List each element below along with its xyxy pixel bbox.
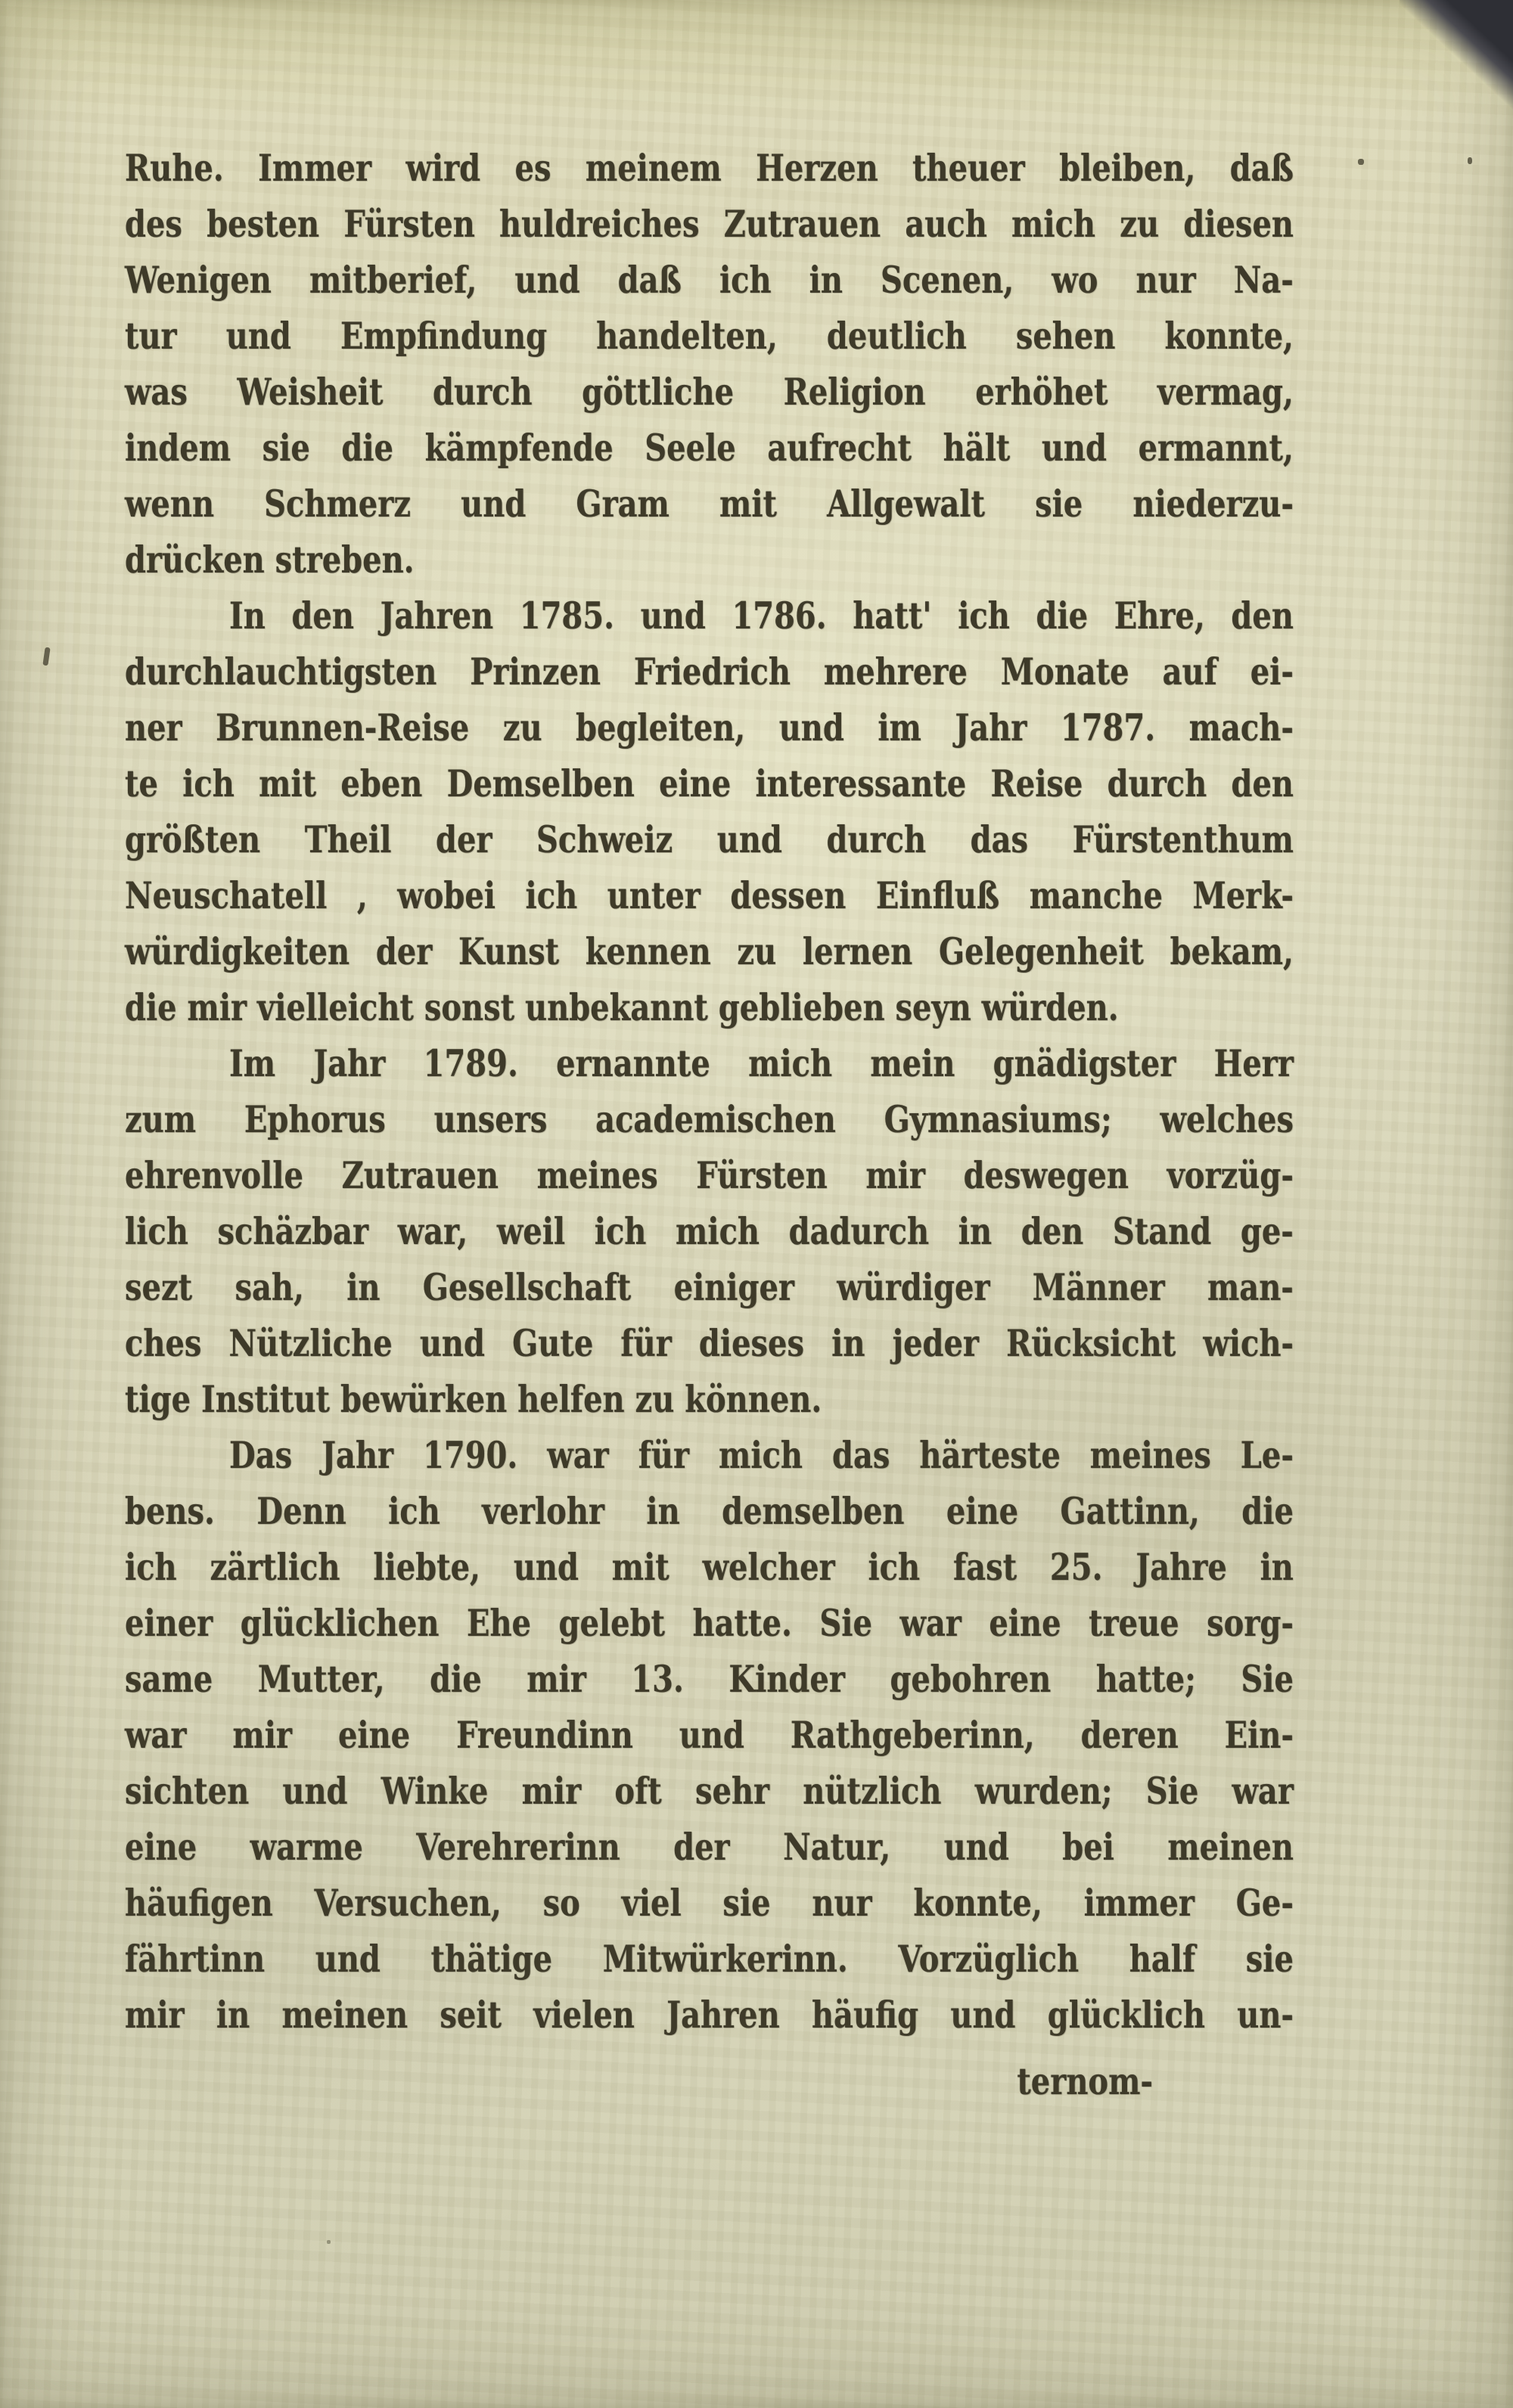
text-line: fährtinn und thätige Mitwürkerinn. Vorzüglich half sie <box>125 1937 1294 1981</box>
text-line: die mir vielleicht sonst unbekannt geblieben seyn würden. <box>125 985 1119 1030</box>
text-line: In den Jahren 1785. und 1786. hatt' ich die Ehre, den <box>229 594 1294 638</box>
ink-speck <box>327 2240 331 2244</box>
text-line: zum Ephorus unsers academischen Gymnasiums; welches <box>125 1097 1294 1142</box>
text-line: Das Jahr 1790. war für mich das härteste meines Le- <box>229 1433 1294 1478</box>
text-line: Ruhe. Immer wird es meinem Herzen theuer bleiben, daß <box>125 146 1294 191</box>
page-corner-shadow <box>1400 0 1513 129</box>
text-line: mir in meinen seit vielen Jahren häufig und glücklich un- <box>125 1993 1294 2037</box>
text-line: durchlauchtigsten Prinzen Friedrich mehrere Monate auf ei- <box>125 650 1294 694</box>
text-line: tige Institut bewürken helfen zu können. <box>125 1377 822 1422</box>
text-line: tur und Empfindung handelten, deutlich sehen konnte, <box>125 314 1294 358</box>
text-line: des besten Fürsten huldreiches Zutrauen auch mich zu diesen <box>125 202 1294 247</box>
text-line: Im Jahr 1789. ernannte mich mein gnädigster Herr <box>229 1041 1294 1086</box>
ink-speck <box>42 647 50 666</box>
text-line: würdigkeiten der Kunst kennen zu lernen Gelegenheit bekam, <box>125 929 1294 974</box>
text-line: ner Brunnen-Reise zu begleiten, und im Jahr 1787. mach- <box>125 706 1294 750</box>
text-line: ehrenvolle Zutrauen meines Fürsten mir deswegen vorzüg- <box>125 1153 1294 1198</box>
text-line: war mir eine Freundinn und Rathgeberinn, deren Ein- <box>125 1713 1294 1758</box>
text-line: te ich mit eben Demselben eine interessante Reise durch den <box>125 762 1294 806</box>
text-line: häufigen Versuchen, so viel sie nur konnte, immer Ge- <box>125 1881 1294 1925</box>
text-line: einer glücklichen Ehe gelebt hatte. Sie war eine treue sorg- <box>125 1601 1294 1646</box>
text-line: ches Nützliche und Gute für dieses in jeder Rücksicht wich- <box>125 1321 1294 1366</box>
text-line: same Mutter, die mir 13. Kinder gebohren hatte; Sie <box>125 1657 1294 1702</box>
text-line: sezt sah, in Gesellschaft einiger würdiger Männer man- <box>125 1265 1294 1310</box>
text-line: wenn Schmerz und Gram mit Allgewalt sie niederzu- <box>125 482 1294 526</box>
text-line: drücken streben. <box>125 538 415 582</box>
text-line: eine warme Verehrerinn der Natur, und bei meinen <box>125 1825 1294 1870</box>
catchword: ternom- <box>1017 2059 1153 2104</box>
text-line: bens. Denn ich verlohr in demselben eine Gattinn, die <box>125 1489 1294 1534</box>
text-line: was Weisheit durch göttliche Religion erhöhet vermag, <box>125 370 1294 414</box>
ink-speck <box>1358 159 1364 165</box>
text-line: Neuschatell , wobei ich unter dessen Einfluß manche Merk- <box>125 874 1294 918</box>
text-line: Wenigen mitberief, und daß ich in Scenen, wo nur Na- <box>125 258 1294 303</box>
text-line: sichten und Winke mir oft sehr nützlich wurden; Sie war <box>125 1769 1294 1814</box>
ink-speck <box>1468 157 1472 164</box>
text-line: lich schäzbar war, weil ich mich dadurch in den Stand ge- <box>125 1209 1294 1254</box>
page-text-block <box>125 142 1294 2112</box>
text-line: ich zärtlich liebte, und mit welcher ich fast 25. Jahre in <box>125 1545 1294 1590</box>
text-line: größten Theil der Schweiz und durch das Fürstenthum <box>125 818 1294 862</box>
text-line: indem sie die kämpfende Seele aufrecht hält und ermannt, <box>125 426 1294 470</box>
